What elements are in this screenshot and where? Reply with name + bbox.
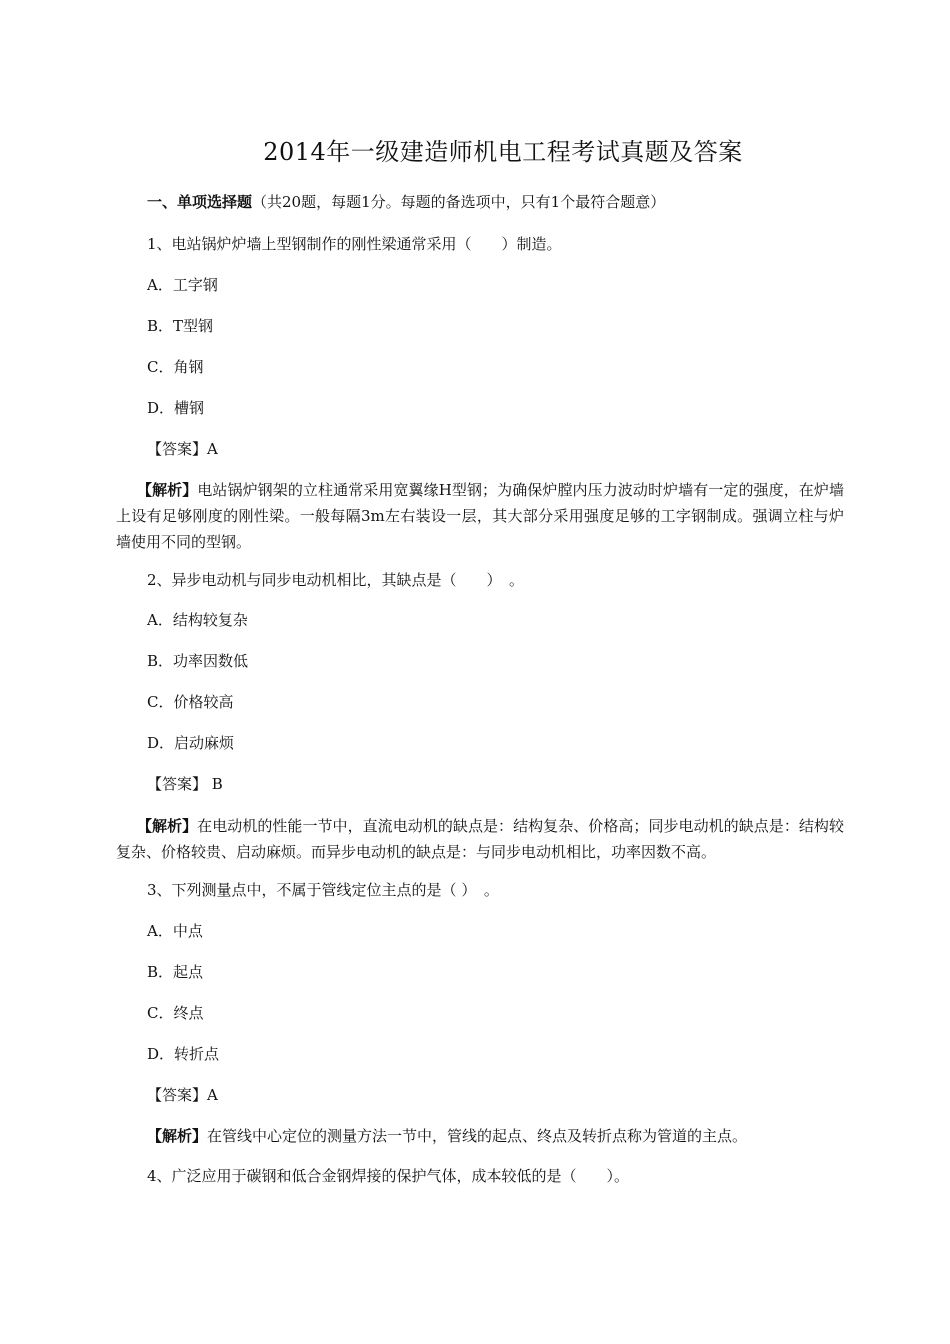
section-note: （共20题，每题1分。每题的备选项中，只有1个最符合题意） [252, 193, 666, 211]
analysis-text: 在管线中心定位的测量方法一节中，管线的起点、终点及转折点称为管道的主点。 [207, 1127, 748, 1145]
analysis-label: 【解析】 [147, 1127, 208, 1145]
question-option: C．终点 [147, 1004, 204, 1022]
answer-line: 【答案】A [147, 440, 218, 458]
question-option: D．启动麻烦 [147, 734, 235, 752]
answer-line: 【答案】A [147, 1086, 218, 1104]
document-title: 2014年一级建造师机电工程考试真题及答案 [263, 138, 743, 166]
question-option: C．价格较高 [147, 693, 234, 711]
question-option: A．结构较复杂 [147, 611, 248, 629]
question-option: D．槽钢 [147, 399, 205, 417]
question-option: D．转折点 [147, 1045, 220, 1063]
question-option: B．起点 [147, 963, 204, 981]
analysis-text: 电站锅炉钢架的立柱通常采用宽翼缘H型钢；为确保炉膛内压力波动时炉墙有一定的强度，在炉墙上设有足够刚度的刚性梁。一般每隔3m左右装设一层，其大部分采用强度足够的工字钢制成。强调立柱与炉墙使用不同的型钢。 [116, 481, 844, 551]
analysis-text: 在电动机的性能一节中，直流电动机的缺点是：结构复杂、价格高；同步电动机的缺点是：结构较复杂、价格较贵、启动麻烦。而异步电动机的缺点是：与同步电动机相比，功率因数不高。 [116, 817, 844, 861]
answer-line: 【答案】 B [147, 775, 223, 793]
question-option: B．T型钢 [147, 317, 214, 335]
section-heading: 一、单项选择题 [147, 193, 253, 211]
analysis-paragraph [147, 1124, 747, 1148]
question-option: B．功率因数低 [147, 652, 249, 670]
analysis-paragraph [116, 477, 844, 555]
analysis-label: 【解析】 [137, 481, 198, 499]
section-header [147, 190, 665, 214]
question-stem: 2、异步电动机与同步电动机相比，其缺点是（ ） 。 [147, 571, 525, 589]
analysis-paragraph [116, 813, 844, 865]
question-stem: 1、电站锅炉炉墙上型钢制作的刚性梁通常采用（ ）制造。 [147, 235, 562, 253]
question-option: C．角钢 [147, 358, 204, 376]
analysis-label: 【解析】 [137, 817, 198, 835]
question-option: A．工字钢 [147, 276, 218, 294]
question-stem: 4、广泛应用于碳钢和低合金钢焊接的保护气体，成本较低的是（ ）。 [147, 1167, 630, 1185]
question-option: A．中点 [147, 922, 203, 940]
question-stem: 3、下列测量点中，不属于管线定位主点的是（ ） 。 [147, 881, 499, 899]
